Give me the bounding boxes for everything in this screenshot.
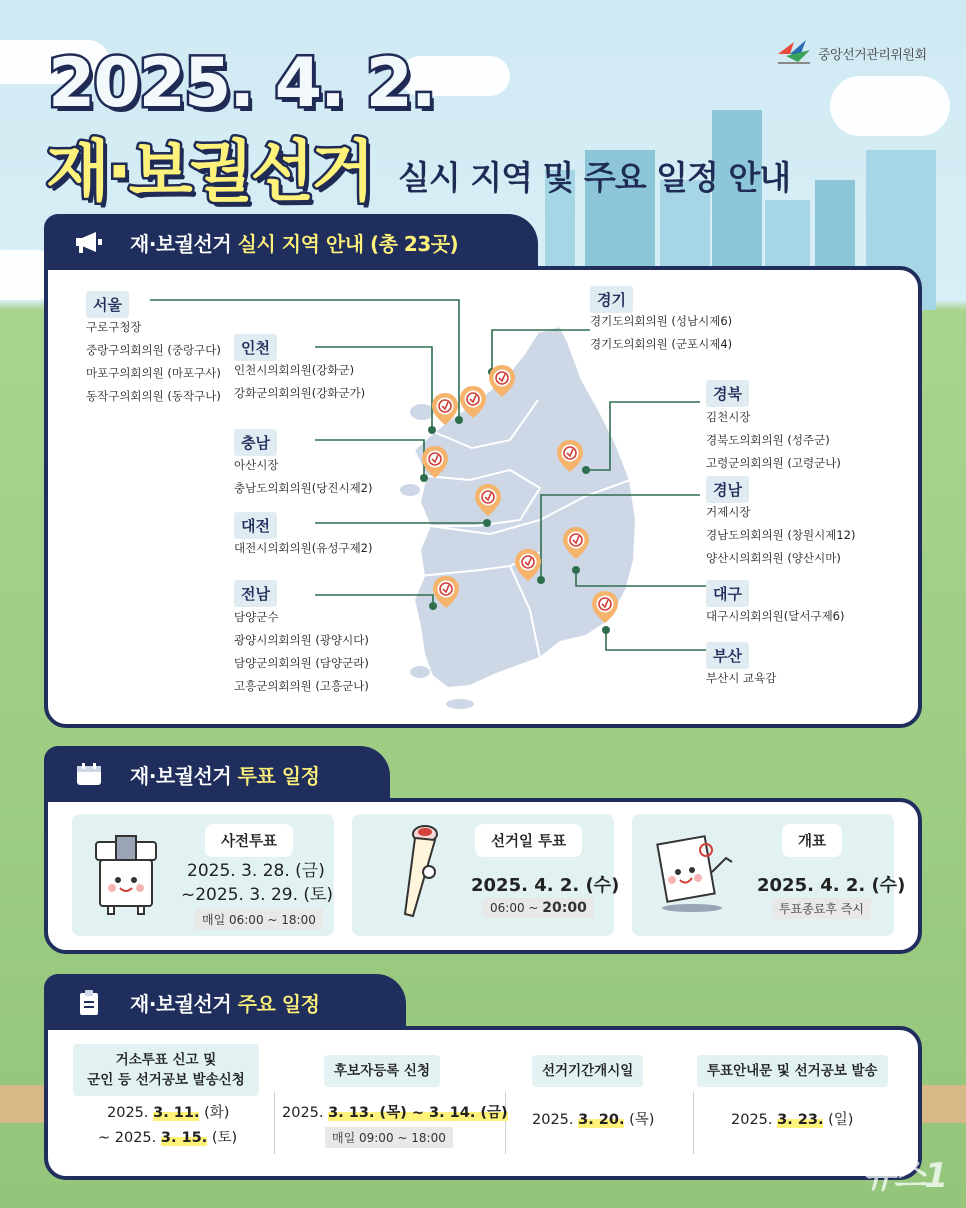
vote-tab [44,746,390,802]
region-label-jeonnam: 전남 [234,580,277,607]
region-label-gyeonggi: 경기 [590,286,633,313]
ballot-paper-icon [652,832,738,914]
vote-tab-prefix: 재·보궐선거 [130,763,238,788]
region-items-gyeonggi: 경기도의회의원 (성남시제6) 경기도의회의원 (군포시제4) [590,314,733,351]
schedule-time-registration: 매일 09:00 ~ 18:00 [325,1127,453,1148]
counting-title: 개표 [782,824,842,857]
region-items-gyeongnam: 거제시장 경남도의회의원 (창원시제12) 양산시의회의원 (양산시마) [706,505,856,565]
early-vote-line2: ~2025. 3. 29. (토) [181,885,334,905]
title-sub: 실시 지역 및 주요 일정 안내 [398,158,791,197]
region-label-gyeongnam: 경남 [706,476,749,503]
region-items-daejeon: 대전시의회의원(유성구제2) [234,541,373,555]
regions-tab-highlight: 실시 지역 안내 (총 23곳) [237,231,459,256]
region-label-chungnam: 충남 [234,429,277,456]
election-day-date: 2025. 4. 2. (수) [471,875,620,896]
title-main: 재·보궐선거 [46,133,372,210]
stamp-icon [395,822,443,920]
region-label-daegu: 대구 [706,580,749,607]
schedule-date-absentee-end: ~ 2025. 3. 15. (토) [98,1130,238,1146]
region-label-gyeongbuk: 경북 [706,380,749,407]
org-name: 중앙선거관리위원회 [818,48,927,63]
region-label-daejeon: 대전 [234,512,277,539]
schedule-date-registration: 2025. 3. 13. (목) ~ 3. 14. (금) [282,1105,508,1121]
region-label-incheon: 인천 [234,334,277,361]
region-label-seoul: 서울 [86,291,129,318]
schedule-title-registration: 후보자등록 신청 [324,1055,440,1087]
schedule-date-absentee-start: 2025. 3. 11. (화) [107,1105,230,1121]
divider [693,1092,694,1154]
schedule-title-notice: 투표안내문 및 선거공보 발송 [697,1055,888,1087]
title-date: 2025. 4. 2. [48,44,435,123]
early-vote-time: 매일 06:00 ~ 18:00 [195,909,323,930]
regions-tab-prefix: 재·보궐선거 [130,231,238,256]
region-items-daegu: 대구시의회의원(달서구제6) [706,609,845,623]
election-day-title: 선거일 투표 [475,824,582,857]
calendar-icon [74,762,104,786]
region-items-incheon: 인천시의회의원(강화군) 강화군의회의원(강화군가) [234,363,366,400]
schedule-title-campaign-start: 선거기간개시일 [532,1055,643,1087]
schedule-title-absentee: 거소투표 신고 및 군인 등 선거공보 발송신청 [73,1044,259,1096]
early-vote-line1: 2025. 3. 28. (금) [187,861,325,881]
counting-note: 투표종료후 즉시 [772,898,871,919]
ballot-box-icon [90,832,162,916]
schedule-tab-highlight: 주요 일정 [237,991,320,1016]
region-items-chungnam: 아산시장 충남도의회의원(당진시제2) [234,458,373,495]
schedule-date-campaign-start: 2025. 3. 20. (목) [532,1112,655,1128]
region-items-busan: 부산시 교육감 [706,671,777,685]
counting-date: 2025. 4. 2. (수) [757,875,906,896]
region-items-gyeongbuk: 김천시장 경북도의회의원 (성주군) 고령군의회의원 (고령군나) [706,410,841,470]
schedule-tab-prefix: 재·보궐선거 [130,991,238,1016]
vote-tab-highlight: 투표 일정 [237,763,320,788]
region-items-jeonnam: 담양군수 광양시의회의원 (광양시다) 담양군의회의원 (담양군라) 고흥군의회의원 (고흥군나) [234,610,369,693]
election-day-time: 06:00 ~ 20:00 [483,898,594,918]
schedule-tab [44,974,406,1030]
early-vote-title: 사전투표 [205,824,293,857]
watermark: 뉴스1 [862,1156,946,1196]
schedule-date-notice: 2025. 3. 23. (일) [731,1112,854,1128]
clipboard-icon [74,990,104,1014]
region-label-busan: 부산 [706,642,749,669]
region-items-seoul: 구로구청장 중랑구의회의원 (중랑구다) 마포구의회의원 (마포구사) 동작구의회의원 (동작구나) [86,320,221,403]
divider [274,1092,275,1154]
